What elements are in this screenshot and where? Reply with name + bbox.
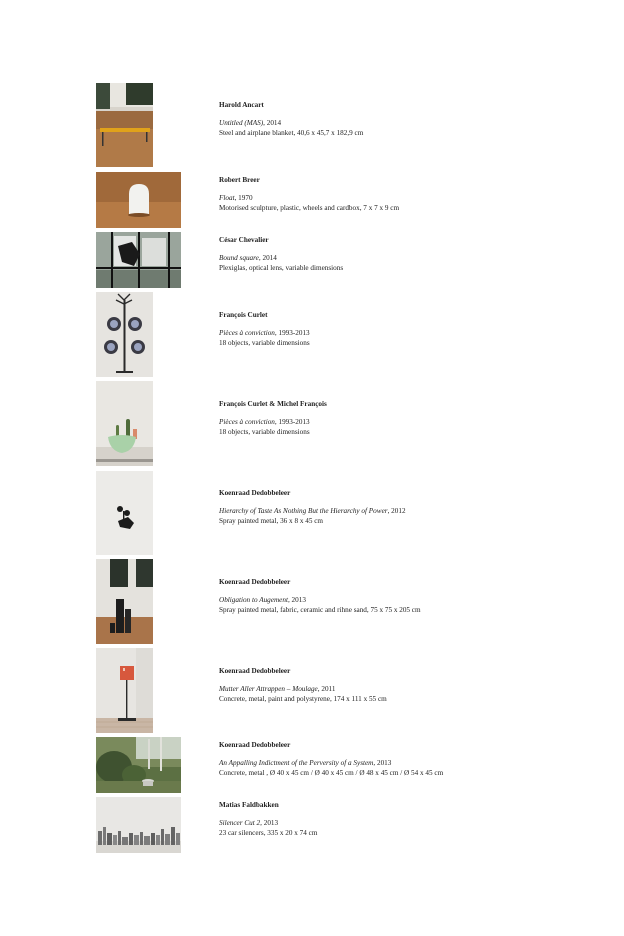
work-title: Bound square: [219, 254, 259, 263]
artist-name: Koenraad Dedobbeleer: [219, 667, 291, 675]
artwork-photo-stand: [96, 648, 153, 733]
work-description: Concrete, metal , Ø 40 x 45 cm / Ø 40 x 45 cm / Ø 48 x 45 cm / Ø 54 x 45 cm: [219, 768, 444, 777]
work-year: , 1993-2013: [274, 418, 310, 427]
work-title: Obligation to Augement: [219, 596, 288, 605]
work-year: , 2011: [317, 685, 336, 694]
work-title: Hierarchy of Taste As Nothing But the Hierarchy of Power: [219, 507, 388, 516]
artwork-photo-columns: [96, 559, 153, 644]
artwork-photo-silencers: [96, 797, 181, 853]
artwork-photo-bench: [96, 83, 153, 167]
work-description: Concrete, metal, paint and polystyrene, 174 x 111 x 55 cm: [219, 694, 387, 703]
work-year: , 2013: [260, 819, 279, 828]
work-year: , 2012: [387, 507, 406, 516]
work-title: Untitled (MAS): [219, 119, 264, 128]
artwork-photo-float: [96, 172, 181, 228]
work-description: Spray painted metal, 36 x 8 x 45 cm: [219, 516, 323, 525]
work-year: , 2013: [287, 596, 306, 605]
artwork-photo-garden: [96, 737, 181, 793]
work-description: Spray painted metal, fabric, ceramic and rihne sand, 75 x 75 x 205 cm: [219, 605, 421, 614]
work-year: , 2014: [263, 119, 282, 128]
work-description: 18 objects, variable dimensions: [219, 427, 310, 436]
artwork-photo-wall-sculpture: [96, 471, 153, 555]
work-title: Mutter Aller Attrappen – Moulage: [219, 685, 318, 694]
work-year: , 2014: [258, 254, 277, 263]
artist-name: Koenraad Dedobbeleer: [219, 741, 291, 749]
artist-name: Koenraad Dedobbeleer: [219, 489, 291, 497]
artist-name: François Curlet: [219, 311, 268, 319]
artwork-photo-cactus: [96, 381, 153, 466]
artist-name: Koenraad Dedobbeleer: [219, 578, 291, 586]
work-title: An Appalling Indictment of the Perversity of a System: [219, 759, 374, 768]
work-title: Pièces à conviction: [219, 329, 275, 338]
artist-name: Robert Breer: [219, 176, 260, 184]
work-year: , 2013: [373, 759, 392, 768]
artwork-photo-tree: [96, 292, 153, 377]
work-title: Pièces à conviction: [219, 418, 275, 427]
artist-name: Harold Ancart: [219, 101, 264, 109]
artist-name: Matias Faldbakken: [219, 801, 279, 809]
work-description: Plexiglas, optical lens, variable dimensions: [219, 263, 344, 272]
work-title: Float: [219, 194, 235, 203]
artist-name: François Curlet & Michel François: [219, 400, 327, 408]
artwork-photo-bound-square: [96, 232, 181, 288]
work-description: 23 car silencers, 335 x 20 x 74 cm: [219, 828, 318, 837]
work-year: , 1993-2013: [274, 329, 310, 338]
work-title: Silencer Cut 2: [219, 819, 261, 828]
artist-name: César Chevalier: [219, 236, 269, 244]
work-year: , 1970: [234, 194, 253, 203]
work-description: Motorised sculpture, plastic, wheels and cardbox, 7 x 7 x 9 cm: [219, 203, 400, 212]
work-description: 18 objects, variable dimensions: [219, 338, 310, 347]
work-description: Steel and airplane blanket, 40,6 x 45,7 x 182,9 cm: [219, 128, 364, 137]
